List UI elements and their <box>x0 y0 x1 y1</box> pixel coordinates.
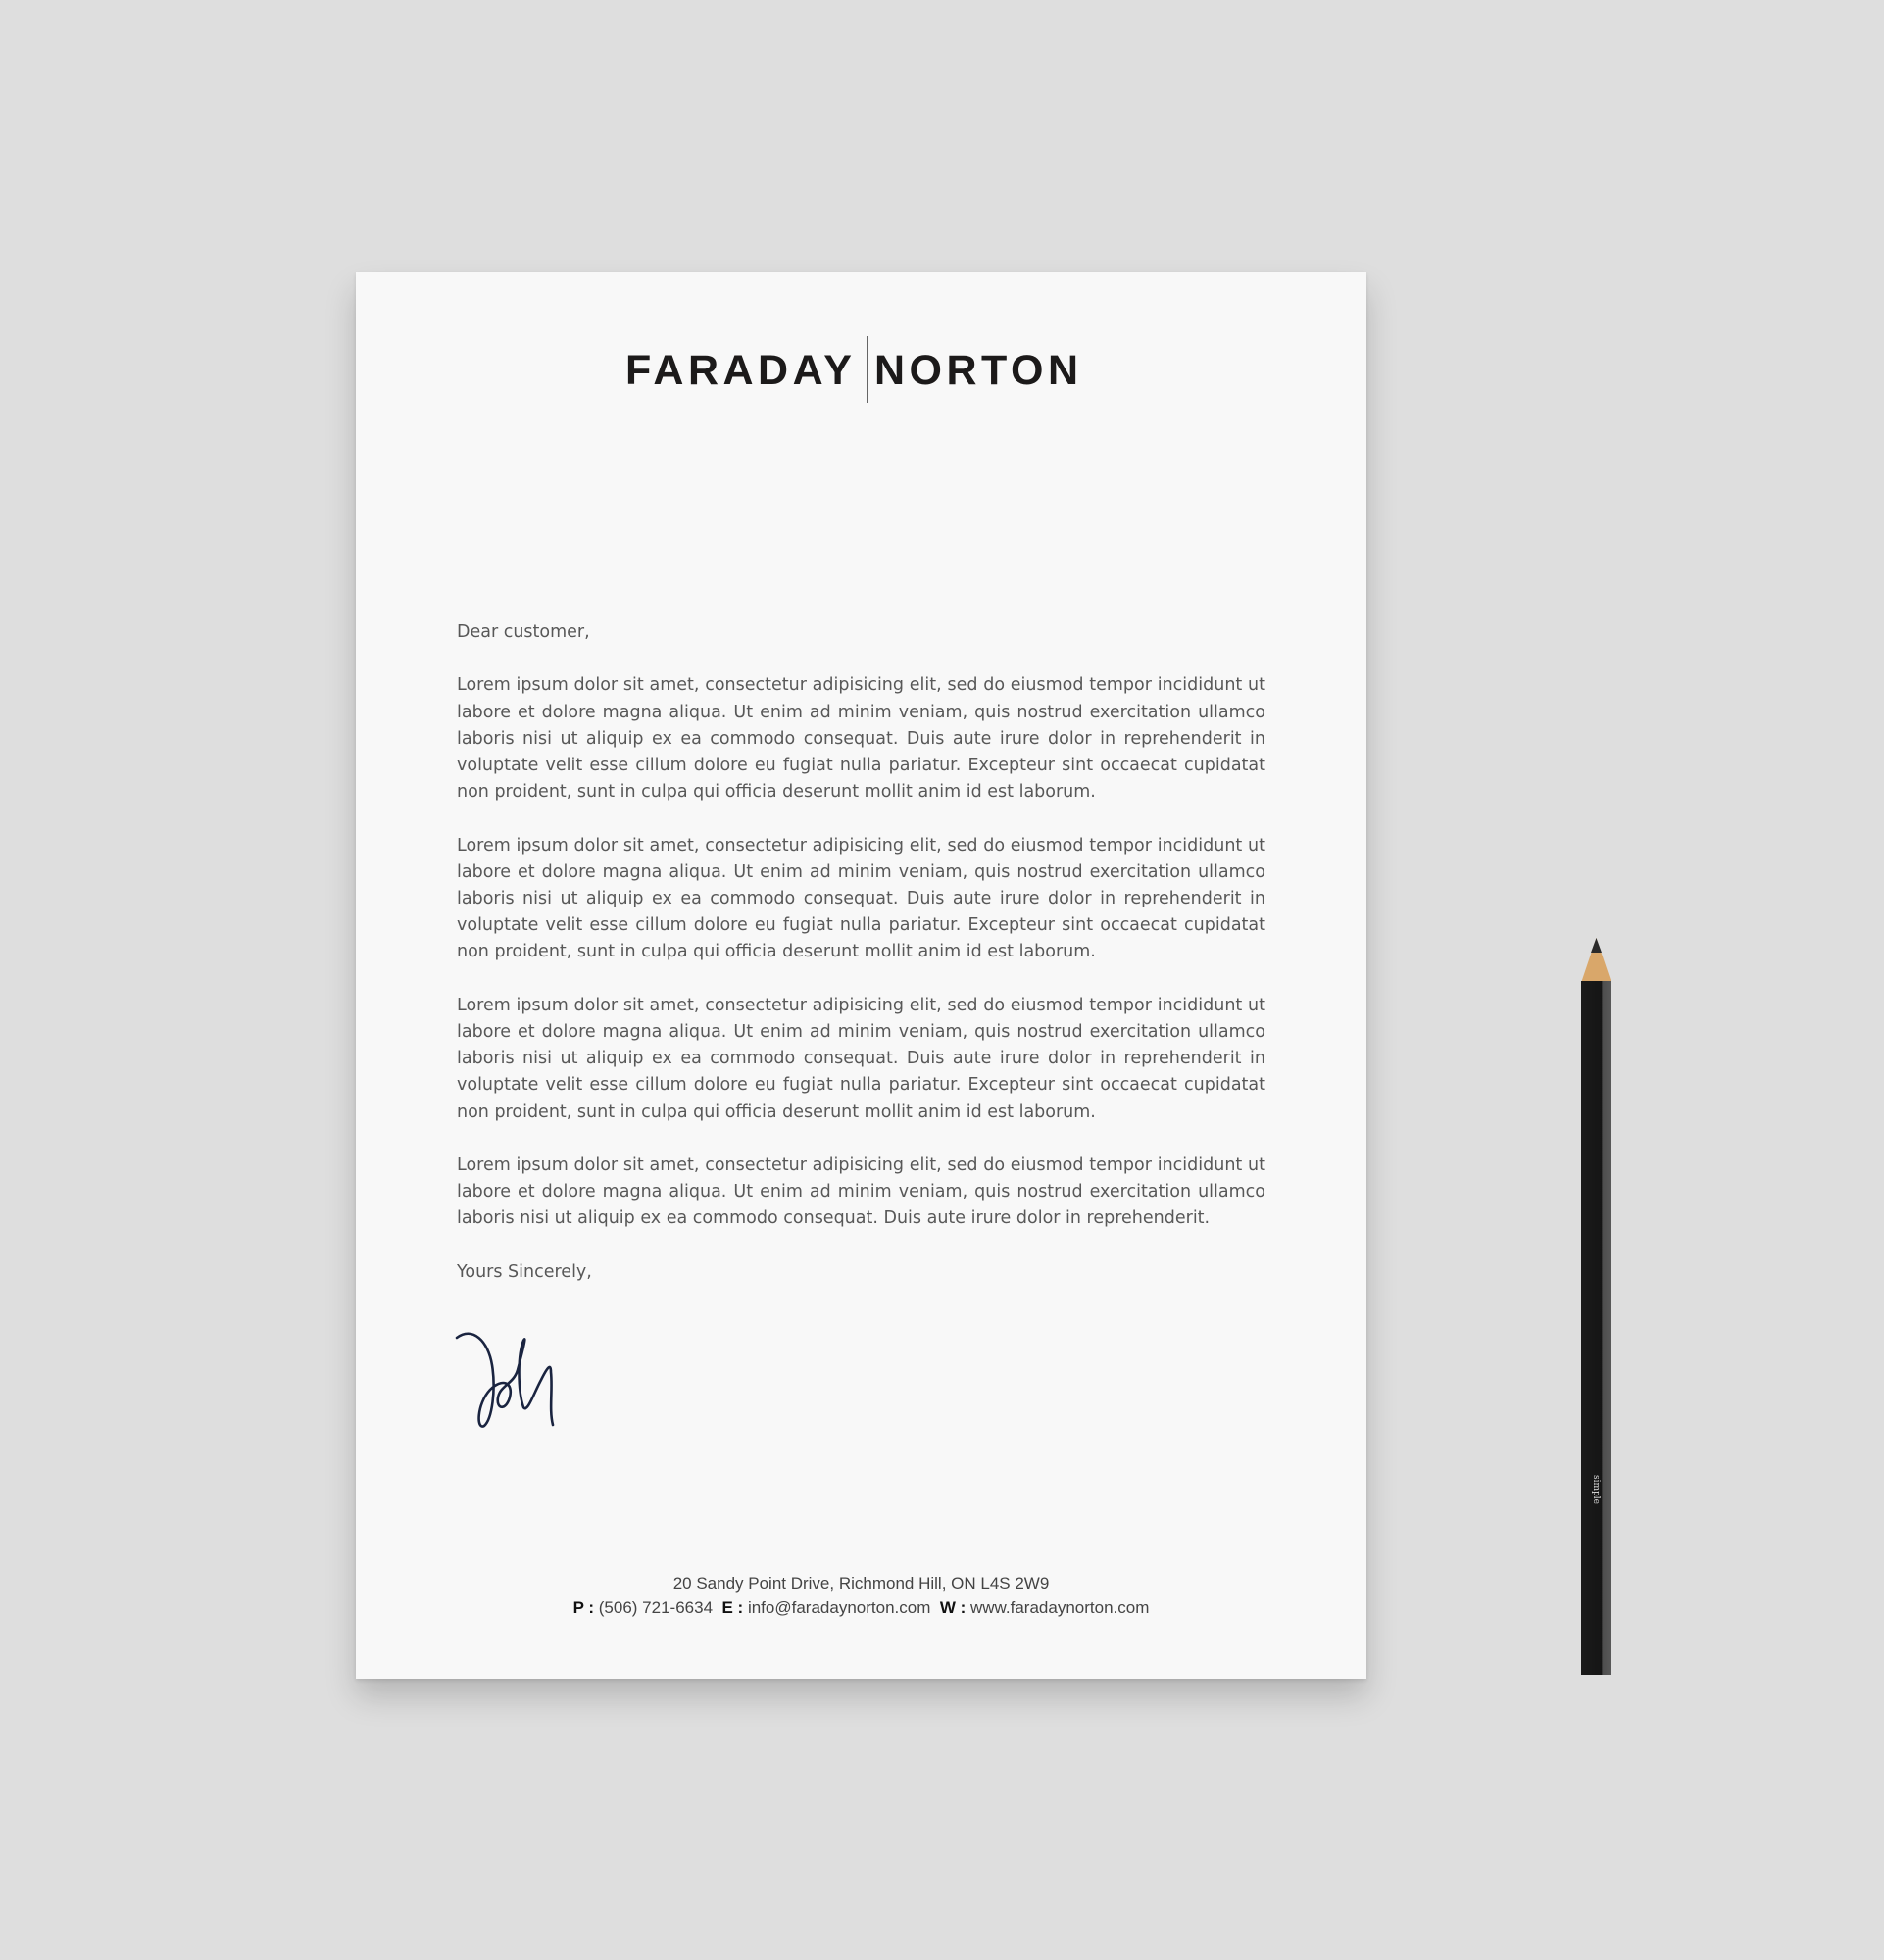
web-label: W : <box>939 1597 967 1617</box>
logo-divider <box>867 336 868 403</box>
paragraph <box>457 993 1265 1126</box>
paragraph-line: laboris nisi ut aliquip ex ea commodo consequat. Duis aute irure dolor in reprehenderit in <box>457 728 1265 749</box>
paragraph-line: labore et dolore magna aliqua. Ut enim ad minim veniam, quis nostrud exercitation ullamco <box>457 861 1265 882</box>
paragraph-line: labore et dolore magna aliqua. Ut enim ad minim veniam, quis nostrud exercitation ullamco <box>457 702 1265 722</box>
paragraph-line: non proident, sunt in culpa qui officia deserunt mollit anim id est laborum. <box>457 942 1096 962</box>
paragraph-line: labore et dolore magna aliqua. Ut enim ad minim veniam, quis nostrud exercitation ullamco <box>457 1022 1265 1042</box>
paragraph-line: Lorem ipsum dolor sit amet, consectetur adipisicing elit, sed do eiusmod tempor incididunt ut <box>457 995 1265 1015</box>
paragraph-line: voluptate velit esse cillum dolore eu fugiat nulla pariatur. Excepteur sint occaecat cupidatat <box>457 915 1265 936</box>
paragraph-line: non proident, sunt in culpa qui officia deserunt mollit anim id est laborum. <box>457 782 1096 803</box>
logo-faraday: FARADAY <box>625 347 857 394</box>
closing: Yours Sincerely, <box>457 1261 592 1282</box>
phone-label: P : <box>572 1597 595 1617</box>
paragraph-line: Lorem ipsum dolor sit amet, consectetur adipisicing elit, sed do eiusmod tempor incididunt ut <box>457 675 1265 696</box>
signature <box>453 1311 580 1434</box>
paragraph <box>457 1152 1265 1233</box>
paragraph-line: Lorem ipsum dolor sit amet, consectetur adipisicing elit, sed do eiusmod tempor incididunt ut <box>457 1155 1265 1175</box>
letter-footer <box>356 1572 1366 1620</box>
phone-number: (506) 721-6634 <box>598 1597 714 1617</box>
greeting: Dear customer, <box>457 622 590 642</box>
pencil <box>1581 936 1611 1675</box>
paragraph <box>457 833 1265 966</box>
paragraph-line: voluptate velit esse cillum dolore eu fugiat nulla pariatur. Excepteur sint occaecat cupidatat <box>457 756 1265 775</box>
footer-address: 20 Sandy Point Drive, Richmond Hill, ON L4S 2W9 <box>672 1574 1050 1592</box>
paragraph-line: labore et dolore magna aliqua. Ut enim ad minim veniam, quis nostrud exercitation ullamco <box>457 1182 1265 1202</box>
paragraph-line: non proident, sunt in culpa qui officia deserunt mollit anim id est laborum. <box>457 1102 1096 1122</box>
pencil-brand: simple <box>1591 1475 1601 1504</box>
paragraph-line: Lorem ipsum dolor sit amet, consectetur adipisicing elit, sed do eiusmod tempor incididunt ut <box>457 835 1265 856</box>
pencil-body <box>1581 981 1611 1675</box>
pencil-tip <box>1581 936 1611 983</box>
paragraph-line: voluptate velit esse cillum dolore eu fugiat nulla pariatur. Excepteur sint occaecat cupidatat <box>457 1075 1265 1096</box>
paragraph-line: laboris nisi ut aliquip ex ea commodo consequat. Duis aute irure dolor in reprehenderit in <box>457 1049 1265 1069</box>
email-label: E : <box>721 1597 744 1617</box>
company-logo <box>0 336 1884 403</box>
footer-contacts <box>356 1596 1366 1621</box>
logo-norton: NORTON <box>874 347 1083 394</box>
paragraph-line: laboris nisi ut aliquip ex ea commodo consequat. Duis aute irure dolor in reprehenderit in <box>457 889 1265 908</box>
paragraph <box>457 672 1265 806</box>
paragraph-line: laboris nisi ut aliquip ex ea commodo consequat. Duis aute irure dolor in reprehenderit. <box>457 1208 1211 1229</box>
website: www.faradaynorton.com <box>970 1597 1150 1617</box>
email-address: info@faradaynorton.com <box>747 1597 931 1617</box>
letter-body <box>457 619 1265 1286</box>
